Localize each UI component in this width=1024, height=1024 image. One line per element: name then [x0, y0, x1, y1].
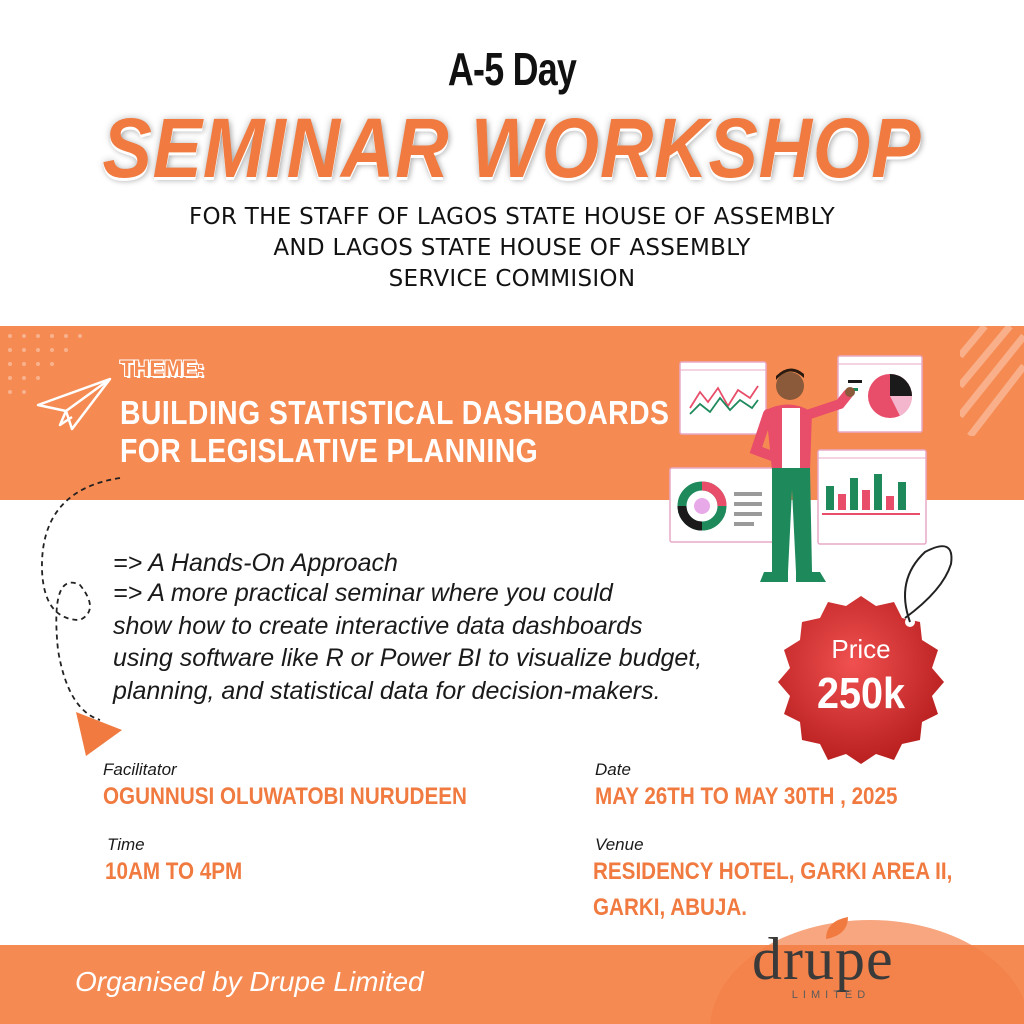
paper-plane-icon	[34, 375, 114, 435]
venue-label: Venue	[595, 835, 644, 854]
bullet-line: => A more practical seminar where you could	[113, 579, 613, 607]
date-label: Date	[595, 760, 631, 779]
tag-string	[885, 540, 965, 630]
theme-label: THEME:	[120, 356, 205, 381]
time-label: Time	[107, 835, 145, 854]
stripe-decoration	[960, 326, 1024, 436]
page-title: SEMINAR WORKSHOP	[102, 101, 922, 195]
organiser-text: Organised by Drupe Limited	[75, 966, 424, 997]
venue-value-line: GARKI, ABUJA.	[593, 894, 748, 921]
venue-value-line: RESIDENCY HOTEL, GARKI AREA II,	[593, 858, 953, 885]
subtitle-line: FOR THE STAFF OF LAGOS STATE HOUSE OF ASSEMBLY	[188, 204, 836, 230]
date-value: MAY 26TH TO MAY 30TH , 2025	[595, 783, 898, 810]
price-value: 250k	[816, 669, 906, 718]
bullet-line: planning, and statistical data for decision-makers.	[113, 677, 661, 705]
facilitator-value: OGUNNUSI OLUWATOBI NURUDEEN	[103, 783, 467, 810]
bullet-line: using software like R or Power BI to visualize budget,	[113, 644, 703, 672]
subtitle-line: AND LAGOS STATE HOUSE OF ASSEMBLY	[273, 235, 751, 261]
theme-title-line: BUILDING STATISTICAL DASHBOARDS	[120, 394, 670, 431]
subtitle	[0, 202, 1024, 295]
price-label: Price	[831, 634, 891, 664]
logo-wordmark: drupe	[752, 926, 894, 992]
facilitator-label: Facilitator	[103, 760, 177, 779]
bullet-line: show how to create interactive data dashboards	[113, 612, 643, 640]
bullet-line: => A Hands-On Approach	[113, 549, 398, 577]
subtitle-line: SERVICE COMMISION	[388, 266, 636, 292]
theme-title-line: FOR LEGISLATIVE PLANNING	[120, 432, 539, 469]
logo-subtext: LIMITED	[791, 989, 871, 1001]
header-kicker: A-5 Day	[447, 43, 577, 95]
time-value: 10AM TO 4PM	[105, 858, 243, 885]
